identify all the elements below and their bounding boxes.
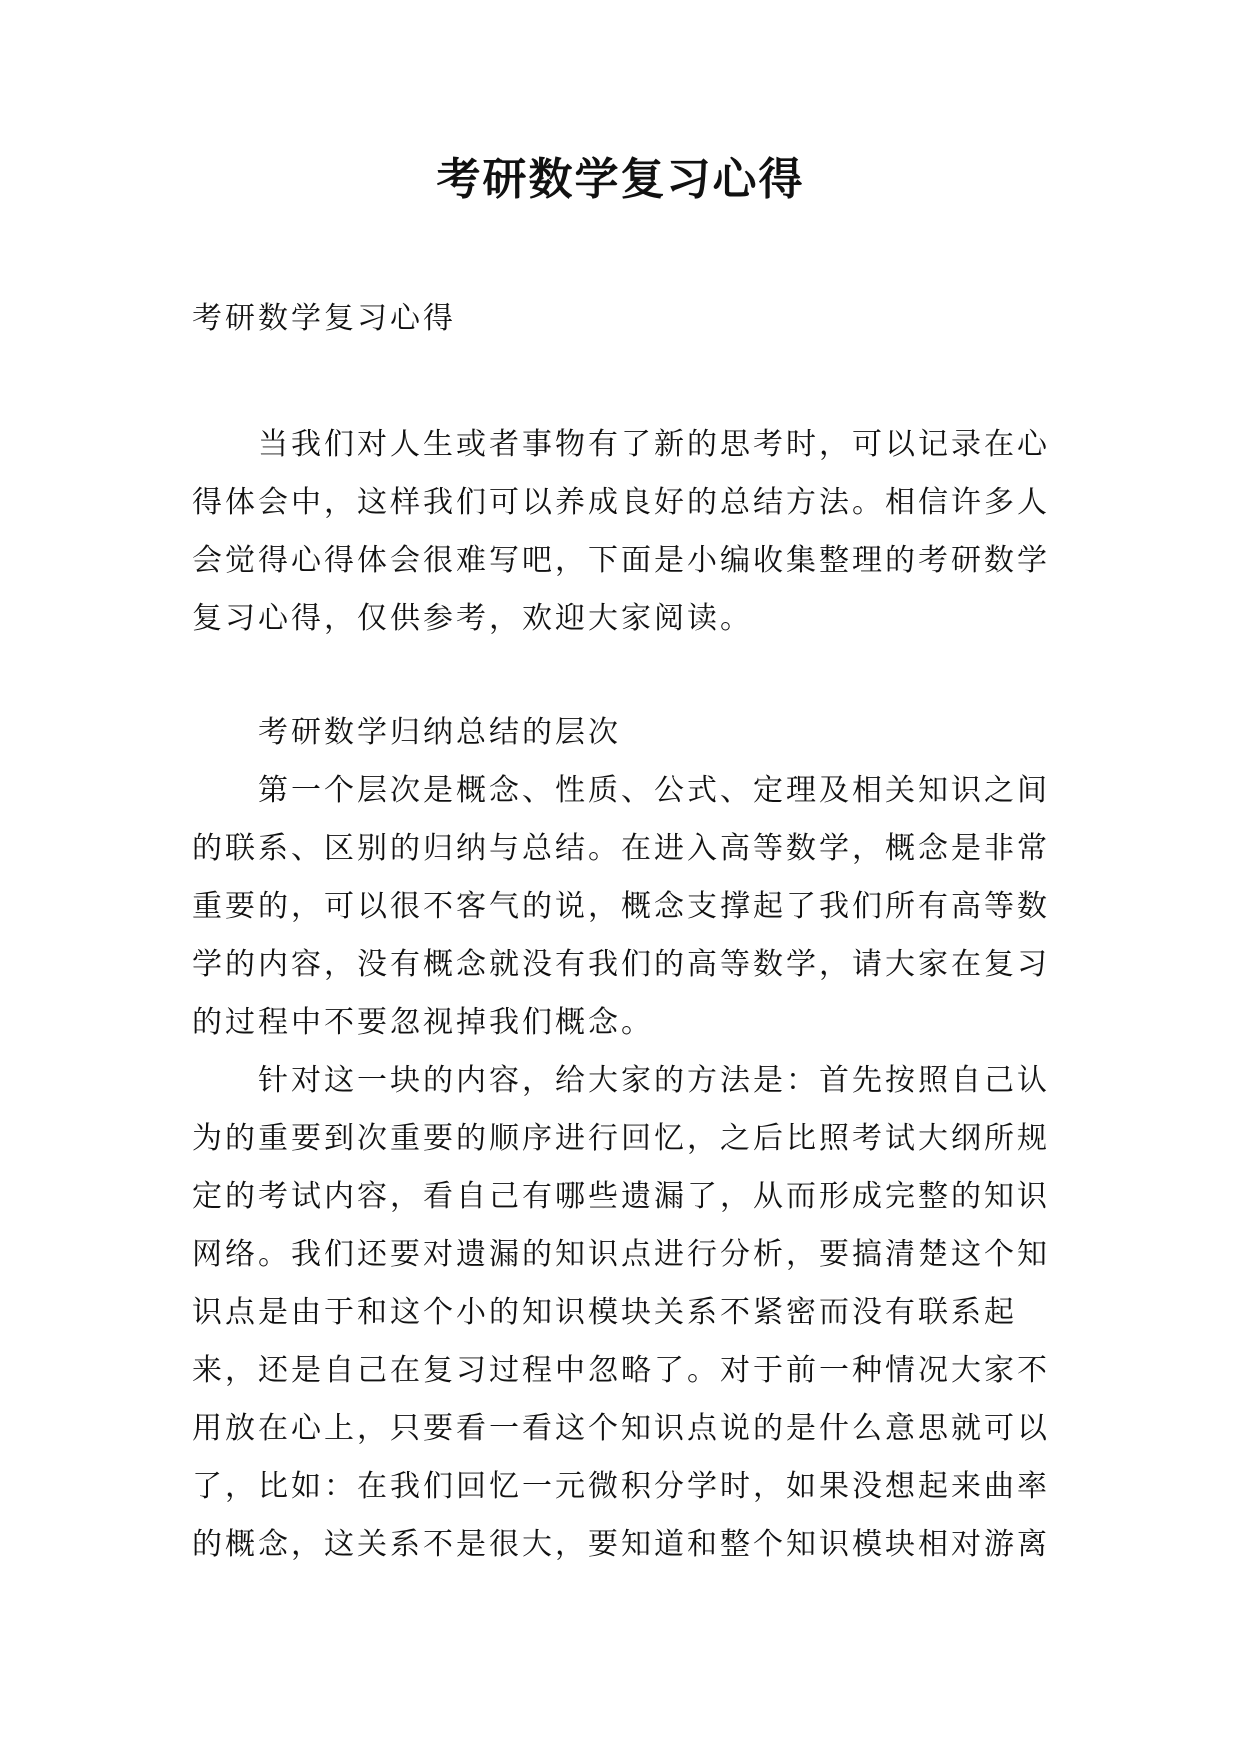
spacer (192, 348, 1052, 416)
paragraph-line: 用放在心上，只要看一看这个知识点说的是什么意思就可以 (192, 1411, 1050, 1446)
page-title: 考研数学复习心得 (436, 154, 805, 205)
paragraph-line: 的概念，这关系不是很大，要知道和整个知识模块相对游离 (192, 1527, 1050, 1562)
document-subtitle: 考研数学复习心得 (192, 301, 456, 336)
paragraph-1 (192, 762, 1052, 1052)
spacer (192, 648, 1052, 704)
intro-line: 得体会中，这样我们可以养成良好的总结方法。相信许多人 (192, 485, 1050, 520)
document-body (192, 290, 1052, 1574)
paragraph-line: 学的内容，没有概念就没有我们的高等数学，请大家在复习 (192, 947, 1050, 982)
paragraph-line: 来，还是自己在复习过程中忽略了。对于前一种情况大家不 (192, 1353, 1050, 1388)
paragraph-line: 识点是由于和这个小的知识模块关系不紧密而没有联系起 (192, 1295, 1017, 1330)
paragraph-line: 的过程中不要忽视掉我们概念。 (192, 1005, 654, 1040)
paragraph-line: 针对这一块的内容，给大家的方法是：首先按照自己认 (258, 1063, 1050, 1098)
paragraph-line: 的联系、区别的归纳与总结。在进入高等数学，概念是非常 (192, 831, 1050, 866)
paragraph-line: 网络。我们还要对遗漏的知识点进行分析，要搞清楚这个知 (192, 1237, 1050, 1272)
intro-line: 复习心得，仅供参考，欢迎大家阅读。 (192, 601, 753, 636)
paragraph-line: 为的重要到次重要的顺序进行回忆，之后比照考试大纲所规 (192, 1121, 1050, 1156)
paragraph-line: 了，比如：在我们回忆一元微积分学时，如果没想起来曲率 (192, 1469, 1050, 1504)
section-heading: 考研数学归纳总结的层次 (258, 715, 621, 750)
intro-line: 会觉得心得体会很难写吧，下面是小编收集整理的考研数学 (192, 543, 1050, 578)
paragraph-line: 定的考试内容，看自己有哪些遗漏了，从而形成完整的知识 (192, 1179, 1050, 1214)
paragraph-line: 第一个层次是概念、性质、公式、定理及相关知识之间 (258, 773, 1050, 808)
intro-paragraph (192, 416, 1052, 648)
paragraph-2 (192, 1052, 1052, 1574)
intro-line: 当我们对人生或者事物有了新的思考时，可以记录在心 (258, 427, 1050, 462)
paragraph-line: 重要的，可以很不客气的说，概念支撑起了我们所有高等数 (192, 889, 1050, 924)
